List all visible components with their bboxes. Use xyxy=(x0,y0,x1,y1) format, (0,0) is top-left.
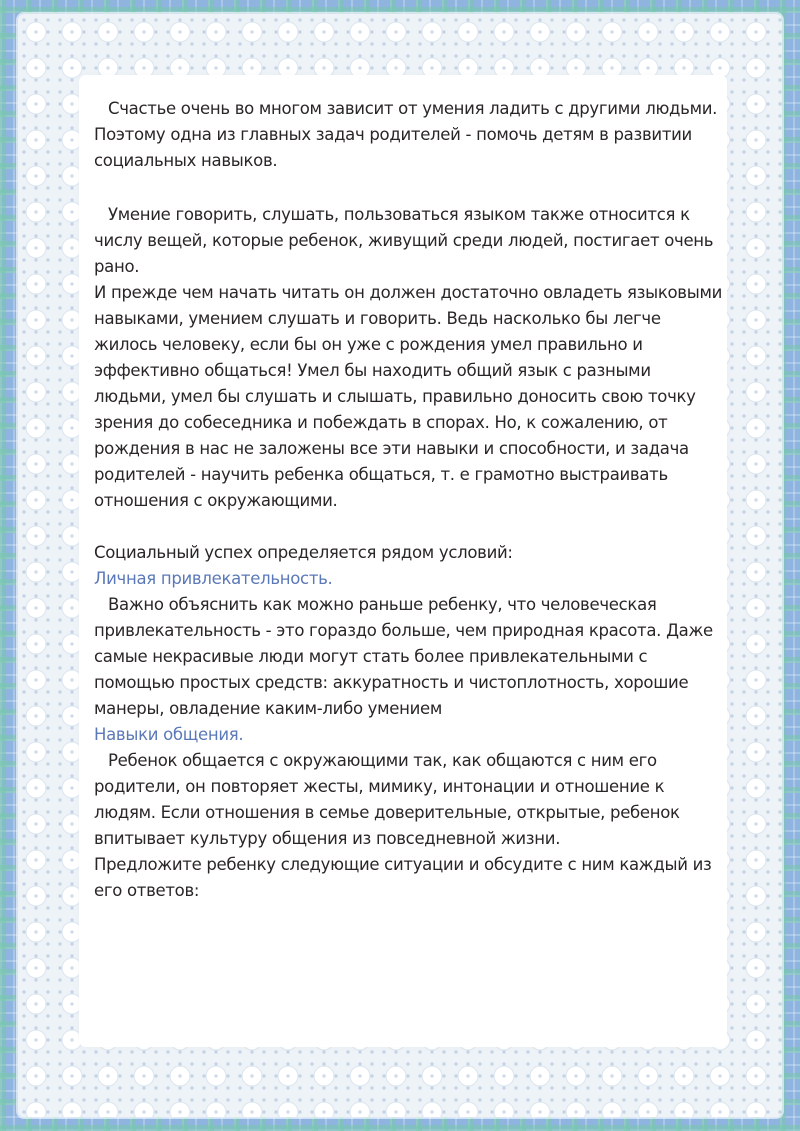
paragraph-intro: Счастье очень во многом зависит от умения ладить с другими людьми. Поэтому одна из главных задач родителей - помочь детям в развитии социальных навыков. xyxy=(94,99,718,170)
paragraph-situations: Предложите ребенку следующие ситуации и обсудите с ним каждый из его ответов: xyxy=(94,855,712,900)
heading-communication: Навыки общения. xyxy=(94,725,244,744)
heading-attractiveness: Личная привлекательность. xyxy=(94,569,333,588)
paragraph-conditions: Социальный успех определяется рядом условий: xyxy=(94,543,513,562)
paragraph-communication: Ребенок общается с окружающими так, как общаются с ним его родители, он повторяет жесты, мимику, интонации и отношение к людям. Если отношения в семье доверительные, открытые, ребенок впитывает культуру общения из повседневной жизни. xyxy=(94,751,680,848)
paragraph-attractiveness: Важно объяснить как можно раньше ребенку, что человеческая привлекательность - это гораздо больше, чем природная красота. Даже самые некрасивые люди могут стать более привлекательными с помощью простых средств: аккуратность и чистоплотность, хорошие манеры, овладение каким-либо умением xyxy=(94,595,713,718)
paragraph-speech-continued: И прежде чем начать читать он должен достаточно овладеть языковыми навыками, умением слушать и говорить. Ведь насколько бы легче жилось человеку, если бы он уже с рождения умел правильно и эффективно общаться! Умел бы находить общий язык с разными людьми, умел бы слушать и слышать, правильно доносить свою точку зрения до собеседника и побеждать в спорах. Но, к сожалению, от рождения в нас не заложены все эти навыки и способности, и задача родителей - научить ребенка общаться, т. е грамотно выстраивать отношения с окружающими. xyxy=(94,283,723,510)
document-body xyxy=(94,96,726,904)
paragraph-speech: Умение говорить, слушать, пользоваться языком также относится к числу вещей, которые ребенок, живущий среди людей, постигает очень рано. xyxy=(94,205,714,276)
